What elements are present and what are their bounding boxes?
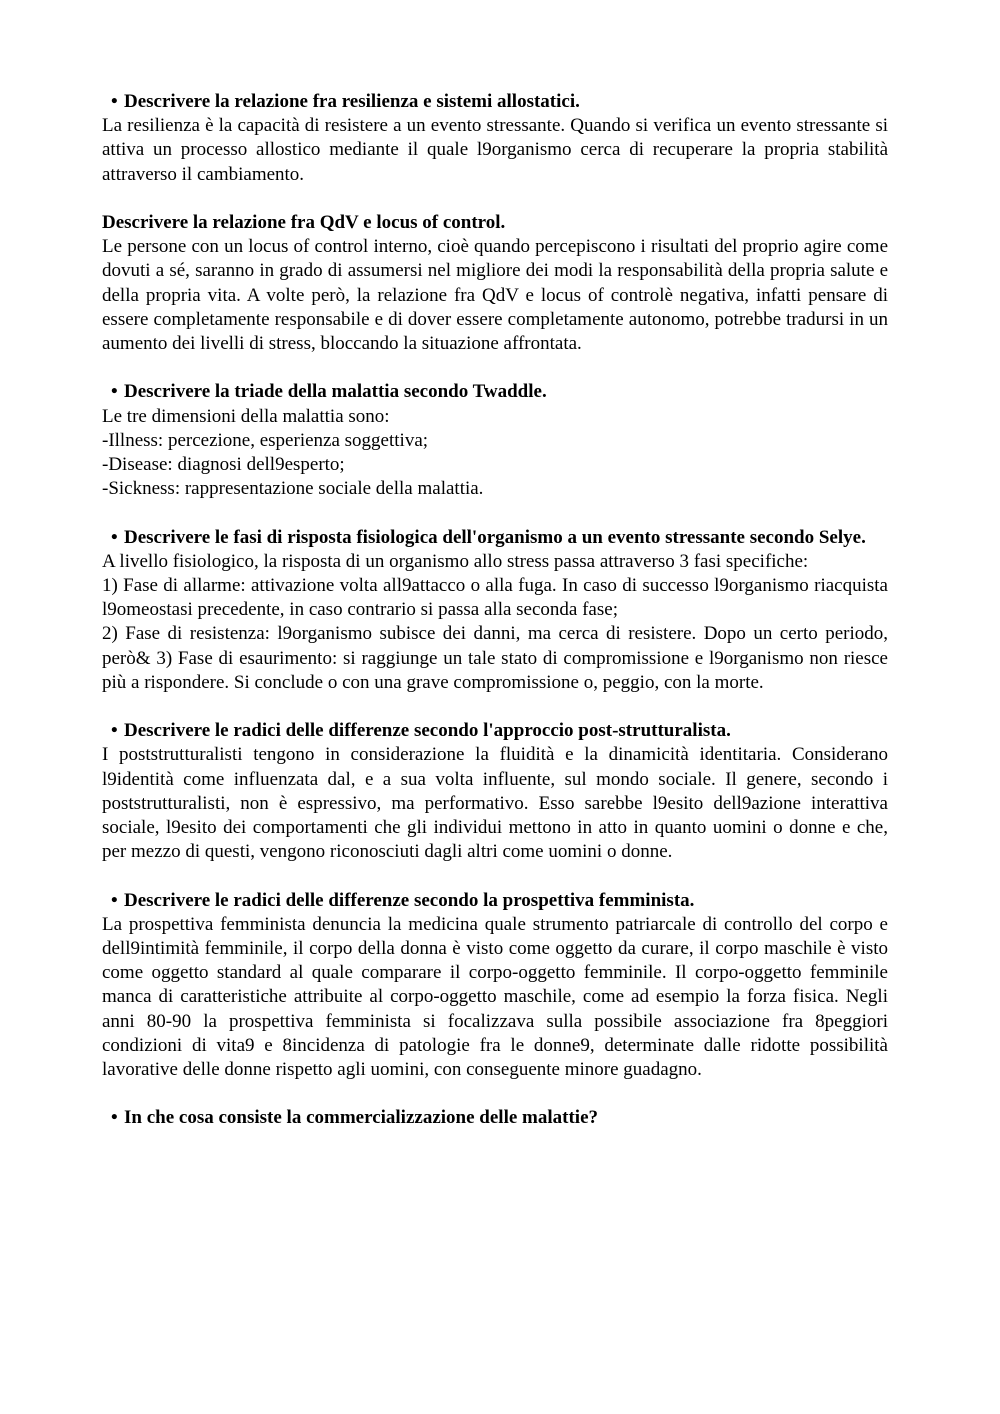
answer-line: -Sickness: rappresentazione sociale della malattia. (102, 478, 484, 500)
answer-paragraph: I poststrutturalisti tengono in considerazione la fluidità e la dinamicità identitaria. Considerano l9identità come influenzata dal, e a sua volta influente, sul mondo sociale. Il genere, secondo i poststrutturalisti, non è espressivo, ma performativo. Esso sarebbe l9esito dell9azione interattiva sociale, l9esito dei comportamenti che gli individui mettono in atto in quanto uomini o donne e che, per mezzo di questi, vengono riconosciuti dagli altri come uomini o donne. (102, 744, 888, 863)
answer-paragraph: 2) Fase di resistenza: l9organismo subisce dei danni, ma cerca di resistere. Dopo un certo periodo, però& 3) Fase di esaurimento: si raggiunge un tale stato di compromissione e l9organismo non riesce più a rispondere. Si conclude o con una grave compromissione o, peggio, con la morte. (102, 623, 888, 693)
section-twaddle (102, 380, 888, 501)
section-qdv-locus (102, 211, 888, 356)
question-heading: Descrivere la relazione fra QdV e locus of control. (102, 212, 506, 233)
section-femminista (102, 889, 888, 1083)
question-heading: • In che cosa consiste la commercializzazione delle malattie? (102, 1106, 888, 1130)
answer-paragraph: La resilienza è la capacità di resistere a un evento stressante. Quando si verifica un evento stressante si attiva un processo allostico mediante il quale l9organismo cerca di recuperare la propria stabilità attraverso il cambiamento. (102, 115, 888, 185)
answer-paragraph: Le persone con un locus of control interno, cioè quando percepiscono i risultati del proprio agire come dovuti a sé, saranno in grado di assumersi nel migliore dei modi la responsabilità della propria salute e della propria vita. A volte però, la relazione fra QdV e locus of controlè negativa, infatti pensare di essere completamente responsabile e di dover essere completamente autonomo, potrebbe tradursi in un aumento dei livelli di stress, bloccando la situazione affrontata. (102, 236, 888, 355)
question-heading: • Descrivere le fasi di risposta fisiologica dell'organismo a un evento stressante secondo Selye. (102, 526, 888, 550)
answer-line: Le tre dimensioni della malattia sono: (102, 405, 390, 427)
question-heading: • Descrivere la relazione fra resilienza e sistemi allostatici. (102, 90, 888, 114)
question-heading: • Descrivere le radici delle differenze secondo la prospettiva femminista. (102, 889, 888, 913)
header-mark (488, 0, 512, 2)
answer-line: -Illness: percezione, esperienza soggettiva; (102, 429, 429, 451)
question-heading: • Descrivere le radici delle differenze secondo l'approccio post-strutturalista. (102, 719, 888, 743)
section-post-strutturalista (102, 719, 888, 864)
section-selye (102, 526, 888, 695)
question-heading: • Descrivere la triade della malattia secondo Twaddle. (102, 380, 888, 404)
section-commercializzazione (102, 1106, 888, 1130)
answer-paragraph: A livello fisiologico, la risposta di un organismo allo stress passa attraverso 3 fasi specifiche: (102, 550, 809, 572)
answer-paragraph: 1) Fase di allarme: attivazione volta all9attacco o alla fuga. In caso di successo l9organismo riacquista l9omeostasi precedente, in caso contrario si passa alla seconda fase; (102, 575, 888, 621)
document-body (102, 90, 888, 1155)
answer-paragraph: La prospettiva femminista denuncia la medicina quale strumento patriarcale di controllo del corpo e dell9intimità femminile, il corpo della donna è visto come oggetto da curare, il corpo maschile è visto come oggetto standard al quale comparare il corpo-oggetto femminile. Il corpo-oggetto femminile manca di caratteristiche attribuite al corpo-oggetto maschile, come ad esempio la forza fisica. Negli anni 80-90 la prospettiva femminista si focalizzava sulla possibile associazione fra 8peggiori condizioni di vita9 e 8incidenza di patologie fra le donne9, determinate dalle ridotte possibilità lavorative delle donne rispetto agli uomini, con conseguente minore guadagno. (102, 913, 888, 1081)
section-resilienza (102, 90, 888, 187)
answer-line: -Disease: diagnosi dell9esperto; (102, 454, 345, 476)
